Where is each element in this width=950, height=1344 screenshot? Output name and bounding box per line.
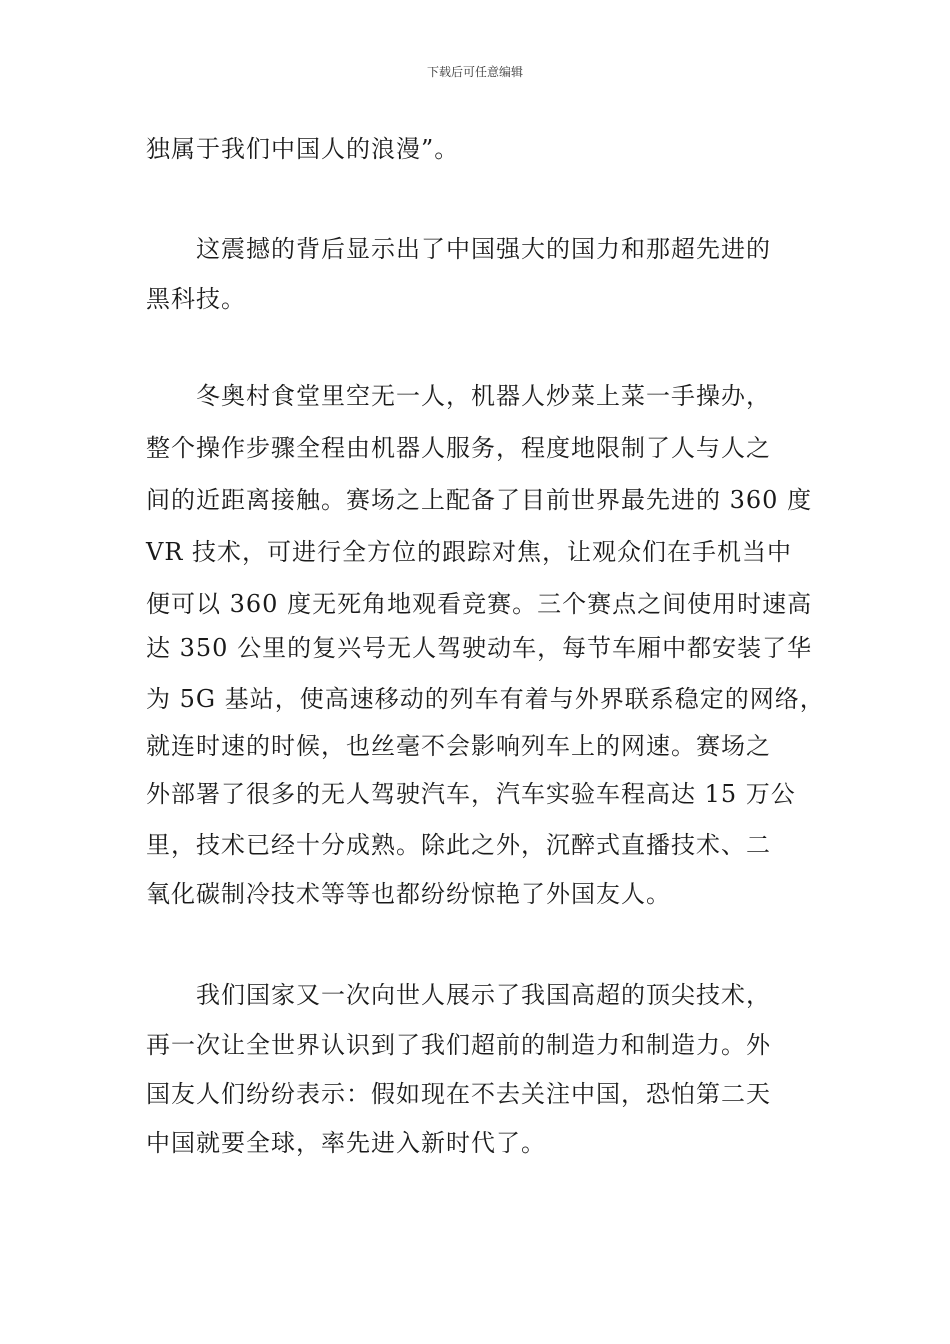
text-line: 就连时速的时候，也丝毫不会影响列车上的网速。赛场之: [146, 732, 771, 760]
text-line: 黑科技。: [146, 285, 246, 313]
page-header-note: 下载后可任意编辑: [426, 65, 523, 79]
text-line: 达 350 公里的复兴号无人驾驶动车，每节车厢中都安装了华: [146, 634, 813, 662]
text-line: 再一次让全世界认识到了我们超前的制造力和制造力。外: [146, 1031, 771, 1059]
text-line: 便可以 360 度无死角地观看竞赛。三个赛点之间使用时速高: [146, 590, 813, 618]
text-line: 我们国家又一次向世人展示了我国高超的顶尖技术，: [146, 981, 771, 1009]
text-line: 外部署了很多的无人驾驶汽车，汽车实验车程高达 15 万公: [146, 780, 796, 808]
text-line: 为 5G 基站，使高速移动的列车有着与外界联系稳定的网络，: [146, 685, 825, 713]
text-line: 独属于我们中国人的浪漫”。: [146, 135, 460, 163]
text-line: VR 技术，可进行全方位的跟踪对焦，让观众们在手机当中: [146, 538, 793, 566]
text-line: 里，技术已经十分成熟。除此之外，沉醉式直播技术、二: [146, 831, 771, 859]
text-line: 这震撼的背后显示出了中国强大的国力和那超先进的: [146, 235, 771, 263]
text-line: 国友人们纷纷表示：假如现在不去关注中国，恐怕第二天: [146, 1080, 771, 1108]
text-line: 整个操作步骤全程由机器人服务，程度地限制了人与人之: [146, 434, 771, 462]
text-line: 冬奥村食堂里空无一人，机器人炒菜上菜一手操办，: [146, 382, 771, 410]
text-line: 间的近距离接触。赛场之上配备了目前世界最先进的 360 度: [146, 486, 813, 514]
text-line: 氧化碳制冷技术等等也都纷纷惊艳了外国友人。: [146, 880, 671, 908]
text-line: 中国就要全球，率先进入新时代了。: [146, 1129, 546, 1157]
